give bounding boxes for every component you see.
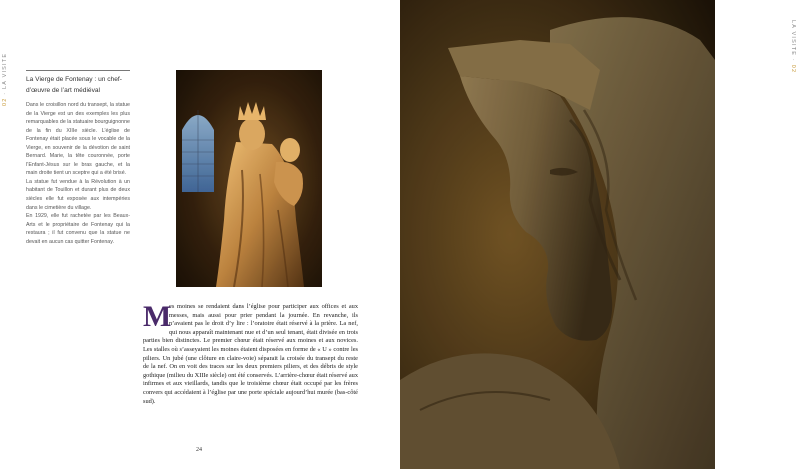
running-head-number: 02 [2,97,8,106]
sidebar-paragraph: La statue fut vendue à la Révolution à un habitant de Touillon et durant plus de deux siècles elle fut exposée aux intempéries dans le cimetière du village. [26,178,130,211]
running-head-number: 02 [790,64,796,74]
dropcap-letter: M [143,300,172,333]
main-paragraph: es moines se rendaient dans l’église pour participer aux offices et aux messes, mais aussi pour prier pendant la journée. En revanche, ils n’avaient pas le droit d’y lire : l’oratoire était réservé à la prière. La nef, qui nous apparaît maintenant nue et d’un seul tenant, était divisée en trois parties bien distinctes. Le premier chœur était réservé aux moines et aux novices. Les stalles où s’asseyaient les moines étaient disposées en forme de « U » contre les piliers. Un jubé (une clôture en claire-voie) séparait la croisée du transept du reste de la nef. On en voit des traces sur les deux premiers piliers, et des débris de style gothique (milieu du XIIIe siècle) ont été conservés. L’arrière-chœur était réservé aux infirmes et aux vieillards, tandis que le troisième chœur était occupé par les frères convers qui accédaient à l’église par une porte spéciale aujourd’hui murée (bas-côté sud). [143,303,359,405]
main-text [143,300,359,406]
dropcap [143,300,172,333]
virgin-statue-illustration [176,70,322,287]
statue-face-photo [400,0,715,469]
running-head-left: 02 · LA VISITE [2,52,8,106]
sidebar-title: La Vierge de Fontenay : un chef-d’œuvre de l’art médiéval [26,76,122,94]
sidebar-paragraph: Dans le croisillon nord du transept, la statue de la Vierge est un des exemples les plus remarquables de la statuaire bourguignonne de la fin du XIIIe siècle. L’église de Fontenay était placée sous le vocable de la Vierge, en souvenir de la dévotion de saint Bernard. Marie, la tête couronnée, porte l’Enfant-Jésus sur le bras gauche, et la main droite tient un sceptre qui a été brisé. [26,102,130,177]
running-head-label: LA VISITE [2,52,8,89]
statue-face-illustration [400,0,715,469]
virgin-statue-photo [176,70,322,287]
sidebar-box [26,70,130,246]
sidebar-body [26,101,130,246]
page-number: 24 [196,447,202,453]
running-head-label: LA VISITE [790,20,796,57]
sidebar-paragraph: En 1929, elle fut rachetée par les Beaux-Arts et le propriétaire de Fontenay qui la restaura ; il fut convenu que la statue ne devait en aucun cas quitter Fontenay. [26,213,130,245]
running-head-right: LA VISITE · 02 [790,20,796,74]
